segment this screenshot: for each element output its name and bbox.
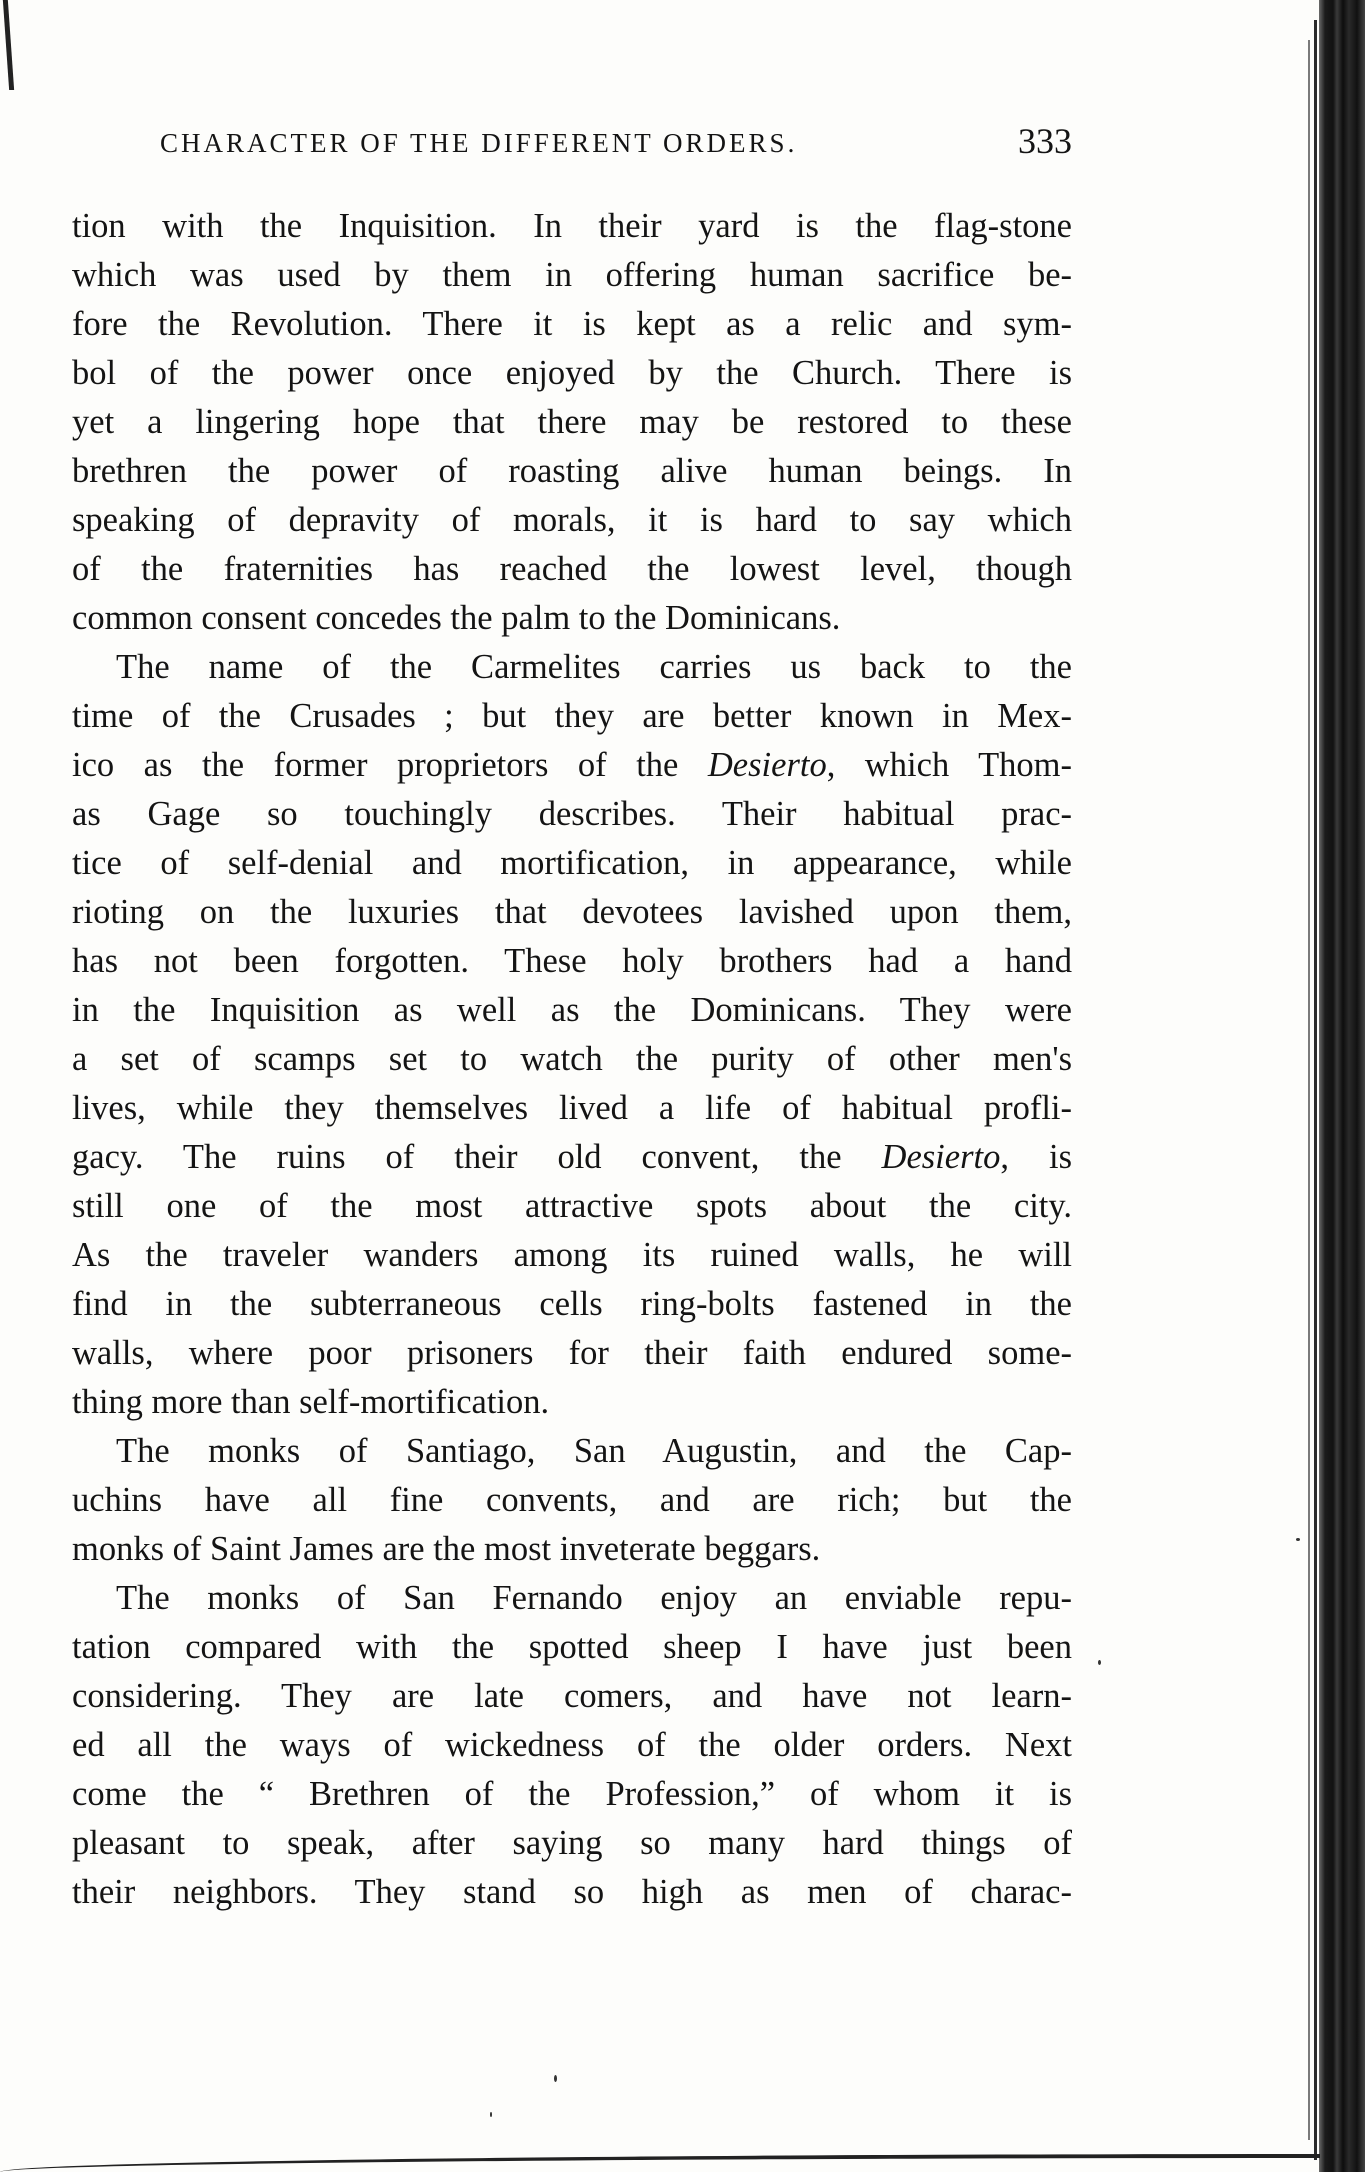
text-line: rioting on the luxuries that devotees lavished upon them, [72, 893, 1072, 931]
text-line: yet a lingering hope that there may be restored to these [72, 403, 1072, 441]
text-line: uchins have all fine convents, and are rich; but the [72, 1481, 1072, 1519]
text-line: come the “ Brethren of the Profession,” of whom it is [72, 1775, 1072, 1813]
text-line: ed all the ways of wickedness of the older orders. Next [72, 1726, 1072, 1764]
text-line: As the traveler wanders among its ruined walls, he will [72, 1236, 1072, 1274]
text-line: lives, while they themselves lived a life of habitual profli- [72, 1089, 1072, 1127]
text-line: brethren the power of roasting alive human beings. In [72, 452, 1072, 490]
text-line: time of the Crusades ; but they are better known in Mex- [72, 697, 1072, 735]
text-line: still one of the most attractive spots about the city. [72, 1187, 1072, 1225]
text-line: monks of Saint James are the most inveterate beggars. [72, 1530, 821, 1568]
text-line: tice of self-denial and mortification, in appearance, while [72, 844, 1072, 882]
text-line: The name of the Carmelites carries us back to the [116, 648, 1072, 686]
ink-speck [1296, 1538, 1300, 1541]
italic-title: Desierto [881, 1138, 1001, 1176]
text-line: ico as the former proprietors of the Desierto, which Thom- [72, 746, 1072, 784]
margin-mark [3, 0, 14, 90]
text-line: The monks of San Fernando enjoy an enviable repu- [116, 1579, 1072, 1617]
page-number: 333 [1018, 121, 1072, 161]
ink-speck [490, 2112, 492, 2117]
text-line: has not been forgotten. These holy brothers had a hand [72, 942, 1072, 980]
ink-speck [554, 2075, 557, 2082]
text-line: common consent concedes the palm to the Dominicans. [72, 599, 841, 637]
text-line: in the Inquisition as well as the Dominicans. They were [72, 991, 1072, 1029]
binding-edge [1319, 0, 1365, 2172]
text-line: of the fraternities has reached the lowest level, though [72, 550, 1072, 588]
text-line: bol of the power once enjoyed by the Church. There is [72, 354, 1072, 392]
italic-title: Desierto [707, 746, 827, 784]
binding-edge-line [1314, 20, 1317, 2160]
text-line: a set of scamps set to watch the purity of other men's [72, 1040, 1072, 1078]
page-header [160, 120, 1072, 170]
text-line: walls, where poor prisoners for their faith endured some- [72, 1334, 1072, 1372]
text-line: The monks of Santiago, San Augustin, and the Cap- [116, 1432, 1072, 1470]
text-line: gacy. The ruins of their old convent, the Desierto, is [72, 1138, 1072, 1176]
text-line: pleasant to speak, after saying so many hard things of [72, 1824, 1072, 1862]
ink-speck [1098, 1660, 1101, 1665]
body-text [72, 202, 1072, 1917]
running-head: CHARACTER OF THE DIFFERENT ORDERS. [160, 128, 798, 158]
text-line: their neighbors. They stand so high as men of charac- [72, 1873, 1072, 1911]
text-line: thing more than self-mortification. [72, 1383, 550, 1421]
page-bottom-edge [0, 2154, 1320, 2172]
text-line: find in the subterraneous cells ring-bolts fastened in the [72, 1285, 1072, 1323]
text-line: as Gage so touchingly describes. Their habitual prac- [72, 795, 1072, 833]
binding-shadow-line [1308, 40, 1310, 2140]
text-line: which was used by them in offering human sacrifice be- [72, 256, 1072, 294]
text-line: speaking of depravity of morals, it is hard to say which [72, 501, 1072, 539]
text-line: tion with the Inquisition. In their yard is the flag-stone [72, 207, 1072, 245]
text-line: considering. They are late comers, and have not learn- [72, 1677, 1072, 1715]
text-line: fore the Revolution. There it is kept as a relic and sym- [72, 305, 1072, 343]
text-line: tation compared with the spotted sheep I have just been [72, 1628, 1072, 1666]
